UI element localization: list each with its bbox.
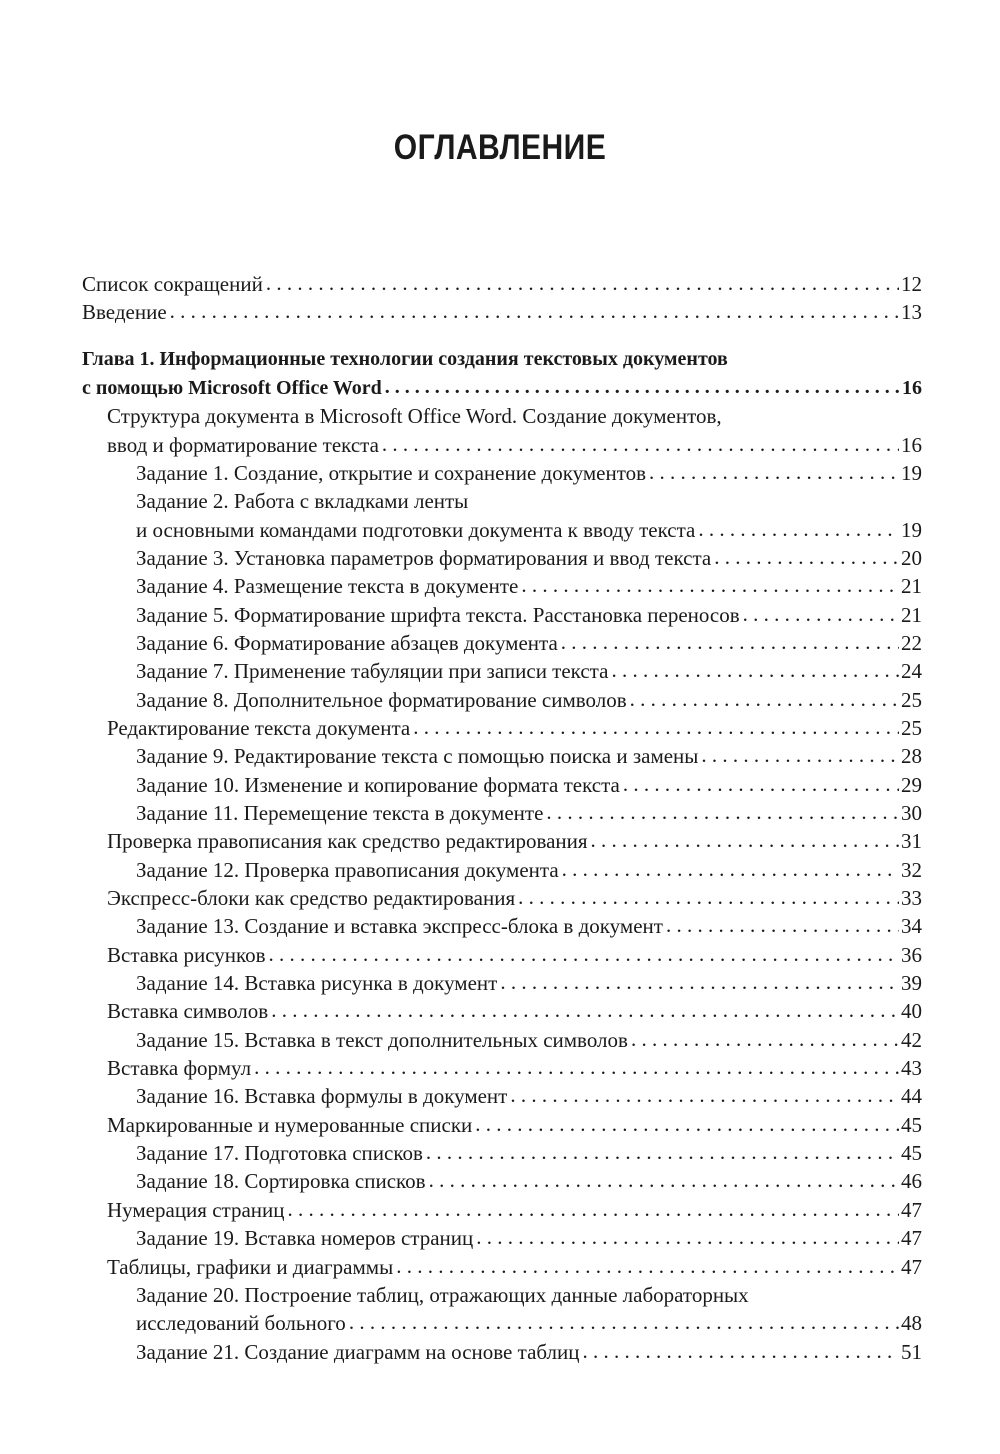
toc-section[interactable]	[107, 997, 922, 1025]
toc-section[interactable]	[107, 402, 922, 430]
toc-entry-page: 24	[901, 659, 922, 683]
dot-leader	[521, 575, 899, 595]
toc-entry-text: Задание 13. Создание и вставка экспресс-блока в документ	[136, 914, 663, 938]
toc-entry-page: 40	[901, 999, 922, 1023]
toc-entry-text: Задание 20. Построение таблиц, отражающих данные лабораторных	[136, 1283, 749, 1307]
dot-leader	[476, 1227, 899, 1247]
toc-section-cont[interactable]	[107, 431, 922, 459]
toc-entry-page: 45	[901, 1113, 922, 1137]
toc-entry-text: Введение	[82, 300, 167, 324]
toc-entry-page: 36	[901, 943, 922, 967]
dot-leader	[546, 802, 899, 822]
toc-entry-text: Глава 1. Информационные технологии создания текстовых документов	[82, 348, 728, 370]
toc-task[interactable]	[136, 686, 922, 714]
toc-entry-text: Задание 8. Дополнительное форматирование символов	[136, 688, 627, 712]
toc-task[interactable]	[136, 969, 922, 997]
toc-section[interactable]	[107, 941, 922, 969]
toc-entry-text: Задание 6. Форматирование абзацев документа	[136, 631, 558, 655]
toc-task[interactable]	[136, 1338, 922, 1366]
toc-entry-page: 47	[901, 1255, 922, 1279]
toc-entry-page: 31	[901, 829, 922, 853]
toc-entry-page: 45	[901, 1141, 922, 1165]
toc-chapter-heading-cont[interactable]	[82, 374, 922, 402]
toc-entry-page: 47	[901, 1226, 922, 1250]
toc-section[interactable]	[107, 884, 922, 912]
toc-entry-page: 46	[901, 1169, 922, 1193]
toc-entry-text: Список сокращений	[82, 272, 263, 296]
dot-leader	[413, 717, 899, 737]
toc-entry-page: 25	[901, 716, 922, 740]
toc-entry-page: 39	[901, 971, 922, 995]
toc-entry-page: 12	[901, 272, 922, 296]
toc-section[interactable]	[107, 1253, 922, 1281]
toc-entry-introduction[interactable]	[82, 298, 922, 326]
toc-task[interactable]	[136, 856, 922, 884]
dot-leader	[271, 1000, 899, 1020]
toc-entry-text: Задание 19. Вставка номеров страниц	[136, 1226, 474, 1250]
toc-entry-text: Задание 15. Вставка в текст дополнительных символов	[136, 1028, 628, 1052]
dot-leader	[266, 273, 899, 293]
toc-entry-text: Нумерация страниц	[107, 1198, 285, 1222]
toc-entry-text: Задание 2. Работа с вкладками ленты	[136, 489, 469, 513]
dot-leader	[396, 1256, 899, 1276]
toc-entry-page: 33	[901, 886, 922, 910]
dot-leader	[518, 887, 899, 907]
dot-leader	[426, 1142, 899, 1162]
toc-entry-text: Задание 17. Подготовка списков	[136, 1141, 423, 1165]
dot-leader	[623, 774, 899, 794]
toc-entry-page: 20	[901, 546, 922, 570]
toc-entry-page: 28	[901, 744, 922, 768]
toc-entry-page: 25	[901, 688, 922, 712]
dot-leader	[475, 1114, 899, 1134]
toc-entry-page: 19	[901, 461, 922, 485]
toc-entry-page: 47	[901, 1198, 922, 1222]
toc-entry-text: Проверка правописания как средство редактирования	[107, 829, 588, 853]
toc-task[interactable]	[136, 771, 922, 799]
toc-entry-text: Задание 5. Форматирование шрифта текста. Расстановка переносов	[136, 603, 740, 627]
toc-entry-text: Вставка рисунков	[107, 943, 266, 967]
toc-entry-text: Редактирование текста документа	[107, 716, 411, 740]
dot-leader	[561, 632, 899, 652]
dot-leader	[714, 547, 899, 567]
dot-leader	[288, 1199, 900, 1219]
dot-leader	[631, 1029, 899, 1049]
toc-section[interactable]	[107, 714, 922, 742]
toc-entry-page: 16	[901, 433, 922, 457]
toc-entry-text: Задание 14. Вставка рисунка в документ	[136, 971, 498, 995]
toc-task[interactable]	[136, 1082, 922, 1110]
dot-leader	[698, 519, 899, 539]
toc-entry-page: 22	[901, 631, 922, 655]
toc-entry-text: Задание 21. Создание диаграмм на основе таблиц	[136, 1340, 580, 1364]
toc-entry-page: 29	[901, 773, 922, 797]
page-title: ОГЛАВЛЕНИЕ	[393, 128, 607, 167]
toc-task[interactable]	[136, 572, 922, 600]
toc-task[interactable]	[136, 1281, 922, 1309]
toc-entry-text: Вставка символов	[107, 999, 269, 1023]
dot-leader	[701, 745, 899, 765]
toc-task[interactable]	[136, 459, 922, 487]
toc-task[interactable]	[136, 1167, 922, 1195]
toc-entry-page: 16	[902, 377, 922, 399]
toc-entry-text: Структура документа в Microsoft Office Word. Создание документов,	[107, 404, 722, 428]
toc-entry-text: Задание 12. Проверка правописания документа	[136, 858, 559, 882]
toc-entry-text: Задание 11. Перемещение текста в документе	[136, 801, 544, 825]
toc-entry-page: 30	[901, 801, 922, 825]
toc-section[interactable]	[107, 1196, 922, 1224]
toc-entry-page: 48	[901, 1311, 922, 1335]
toc-task[interactable]	[136, 1139, 922, 1167]
dot-leader	[611, 660, 899, 680]
toc-entry-text: Маркированные и нумерованные списки	[107, 1113, 473, 1137]
toc-section[interactable]	[107, 827, 922, 855]
toc-task[interactable]	[136, 487, 922, 515]
dot-leader	[269, 944, 899, 964]
dot-leader	[562, 859, 899, 879]
toc-task[interactable]	[136, 912, 922, 940]
toc-entry-text: с помощью Microsoft Office Word	[82, 377, 382, 399]
toc-entry-page: 43	[901, 1056, 922, 1080]
toc-entry-text: Задание 16. Вставка формулы в документ	[136, 1084, 508, 1108]
toc-task[interactable]	[136, 629, 922, 657]
toc-entry-text: Задание 9. Редактирование текста с помощью поиска и замены	[136, 744, 699, 768]
dot-leader	[666, 915, 899, 935]
toc-entry-text: Таблицы, графики и диаграммы	[107, 1255, 394, 1279]
toc-entry-text: Экспресс-блоки как средство редактирования	[107, 886, 516, 910]
dot-leader	[254, 1057, 899, 1077]
toc-task[interactable]	[136, 544, 922, 572]
dot-leader	[649, 462, 899, 482]
toc-entry-text: и основными командами подготовки документа к вводу текста	[136, 518, 696, 542]
dot-leader	[510, 1085, 899, 1105]
dot-leader	[429, 1170, 899, 1190]
dot-leader	[500, 972, 899, 992]
toc-entry-text: ввод и форматирование текста	[107, 433, 379, 457]
toc-entry-page: 34	[901, 914, 922, 938]
toc-entry-text: Задание 4. Размещение текста в документе	[136, 574, 519, 598]
toc-entry-text: Задание 10. Изменение и копирование формата текста	[136, 773, 620, 797]
toc-task[interactable]	[136, 742, 922, 770]
toc-task-cont[interactable]	[136, 1309, 922, 1337]
dot-leader	[583, 1341, 899, 1361]
toc-entry-text: Задание 3. Установка параметров форматирования и ввод текста	[136, 546, 712, 570]
dot-leader	[170, 301, 899, 321]
dot-leader	[385, 377, 900, 397]
toc-entry-text: исследований больного	[136, 1311, 346, 1335]
toc-task[interactable]	[136, 601, 922, 629]
toc-entry-abbreviations[interactable]	[82, 270, 922, 298]
dot-leader	[743, 604, 899, 624]
toc-entry-text: Задание 7. Применение табуляции при записи текста	[136, 659, 609, 683]
toc-entry-page: 21	[901, 574, 922, 598]
toc-task-cont[interactable]	[136, 516, 922, 544]
toc-section[interactable]	[107, 1054, 922, 1082]
toc-entry-page: 42	[901, 1028, 922, 1052]
toc-entry-page: 51	[901, 1340, 922, 1364]
toc-entry-page: 21	[901, 603, 922, 627]
toc-chapter-heading[interactable]	[82, 345, 922, 373]
toc-entry-page: 19	[901, 518, 922, 542]
toc-entry-page: 32	[901, 858, 922, 882]
dot-leader	[591, 830, 899, 850]
toc-section[interactable]	[107, 1111, 922, 1139]
toc-entry-page: 44	[901, 1084, 922, 1108]
toc-entry-text: Вставка формул	[107, 1056, 252, 1080]
toc-task[interactable]	[136, 799, 922, 827]
dot-leader	[382, 434, 899, 454]
toc-entry-page: 13	[901, 300, 922, 324]
dot-leader	[349, 1312, 899, 1332]
toc-task[interactable]	[136, 1224, 922, 1252]
dot-leader	[630, 689, 899, 709]
toc-entry-text: Задание 1. Создание, открытие и сохранение документов	[136, 461, 647, 485]
toc-task[interactable]	[136, 657, 922, 685]
toc-task[interactable]	[136, 1026, 922, 1054]
toc-entry-text: Задание 18. Сортировка списков	[136, 1169, 426, 1193]
